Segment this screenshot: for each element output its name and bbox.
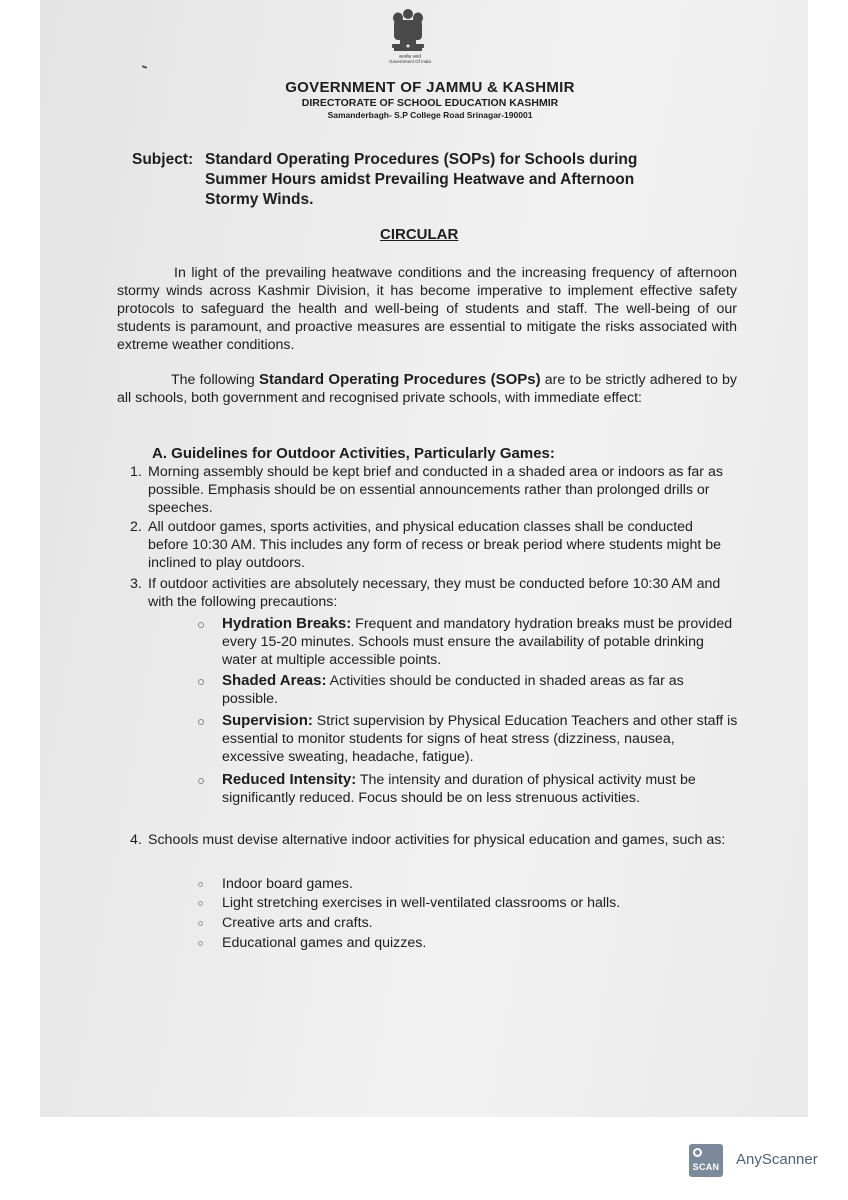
scanner-lens-icon — [693, 1148, 702, 1157]
bullet-icon — [198, 719, 204, 725]
sop-term: Standard Operating Procedures (SOPs) — [259, 371, 541, 388]
anyscanner-logo — [689, 1144, 723, 1177]
government-title: GOVERNMENT OF JAMMU & KASHMIR — [285, 79, 575, 96]
directorate-title: DIRECTORATE OF SCHOOL EDUCATION KASHMIR — [301, 97, 559, 109]
bullet-icon — [198, 679, 204, 685]
bullet-icon — [198, 921, 203, 926]
bullet-icon — [198, 901, 203, 906]
intro-paragraph: In light of the prevailing heatwave conditions and the increasing frequency of afternoon stormy winds across Kashmir Division, it has become imperative to implement effective safety protocols to safeguard the health and well-being of students and staff. The well-being of our students is paramount, and proactive measures are essential to mitigate the risks associated with extreme weather conditions. — [117, 265, 737, 353]
circular-heading: CIRCULAR — [380, 226, 459, 243]
section-a-heading: A. Guidelines for Outdoor Activities, Particularly Games: — [152, 445, 555, 462]
scanner-brand-name: AnyScanner — [736, 1151, 818, 1168]
bullet-icon — [198, 882, 203, 887]
subject-text: Standard Operating Procedures (SOPs) for Schools during Summer Hours amidst Prevailing Heatwave and Afternoon Stormy Winds. — [205, 151, 638, 208]
bullet-icon — [198, 622, 204, 628]
bullet-icon — [198, 941, 203, 946]
bullet-icon — [198, 778, 204, 784]
scan-badge-label: SCAN — [692, 1162, 720, 1172]
emblem-caption: सत्यमेव जयते Government Of India — [389, 54, 431, 64]
document-page: सत्यमेव जयते Government Of India GOVERNMENT OF JAMMU & KASHMIR DIRECTORATE OF SCHOOL EDUCATION KASHMIR Samanderbagh- S.P College Road Srinagar-190001 Subject: Standard Operating Procedures (SOPs) for Schools during Summer Hours amidst Prevailing Heatwave and Afternoon Stormy Winds. CIRCULAR In light of the prevailing heatwave conditions and the increasing frequency of afternoon stormy winds across Kashmir Division, it has become imperative to implement effective safety protocols to safeguard the health and well-being of students and staff. The well-being of our students is paramount, and proactive measures are essential to mitigate the risks associated with extreme weather conditions. The following Standard Operating Procedures (SOPs) are to be strictly adhered to by all schools, both government and recognised private schools, with immediate effect: A. Guidelines for Outdoor Activities, Particularly Games: 1. Morning assembly should be kept brief and conducted in a shaded area or indoors as far as possible. Emphasis should be on essential announcements rather than prolonged drills or speeches. 2. All outdoor games, sports activities, and physical education classes shall be conducted before 10:30 AM. This includes any form of recess or break period where students might be inclined to play outdoors. 3. If outdoor activities are absolutely necessary, they must be conducted before 10:30 AM and with the following precautions: Hydration Breaks: Frequent and mandatory hydration breaks must be provided every 15-20 minutes. Schools must ensure the availability of potable drinking water at multiple accessible points. Shaded Areas: Activities should be conducted in shaded areas as far as possible. Supervision: Strict supervision by Physical Education Teachers and other staff is essential to monitor students for signs of heat stress (dizziness, nausea, excessive sweating, headache, fatigue). Reduced Intensity: The intensity and duration of physical activity must be significantly reduced. Focus should be on less strenuous activities. 4. Schools must devise alternative indoor activities for physical education and games, such as: Indoor board games. Light stretching exercises in well-ventilated classrooms or halls. Creative arts and crafts. Educational games and quizzes. — [40, 0, 808, 1117]
subject-label: Subject: — [132, 151, 194, 168]
scan-mark — [142, 65, 147, 69]
office-address: Samanderbagh- S.P College Road Srinagar-190001 — [327, 110, 533, 120]
sop-paragraph: The following Standard Operating Procedures (SOPs) are to be strictly adhered to by all schools, both government and recognised private schools, with immediate effect: — [117, 371, 737, 406]
